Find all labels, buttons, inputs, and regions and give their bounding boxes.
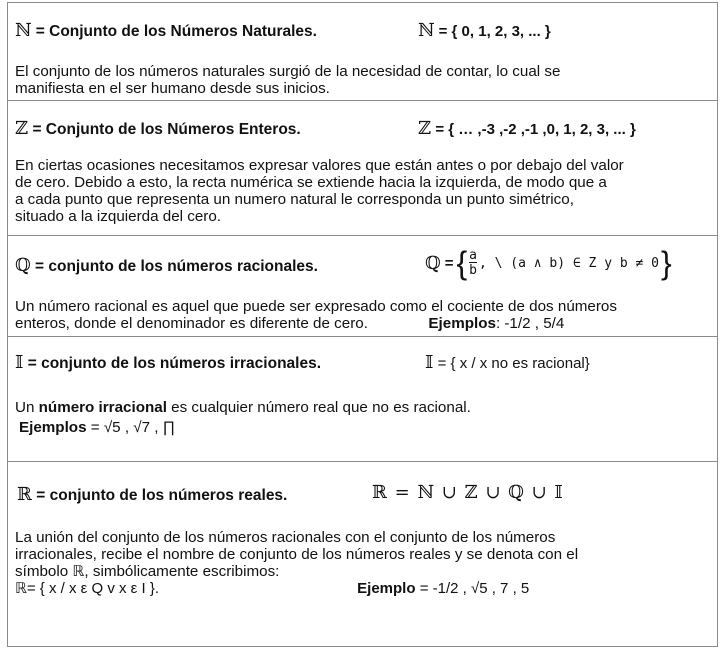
example-label: Ejemplo	[357, 580, 416, 597]
examples-label: Ejemplos	[428, 315, 496, 332]
irracionales-symbol: 𝕀	[15, 352, 24, 373]
fraction	[469, 249, 477, 277]
racionales-heading	[15, 255, 318, 276]
examples-values: : -1/2 , 5/4	[495, 315, 565, 332]
naturales-set-definition	[418, 20, 551, 41]
example-values: = -1/2 , √5 , 7 , 5	[415, 580, 530, 597]
racionales-set-definition	[425, 246, 672, 280]
paragraph-line	[15, 315, 715, 332]
racionales-set-symbol: ℚ	[425, 252, 441, 274]
paragraph-line: irracionales, recibe el nombre de conjunto de los números reales y se denota con el	[15, 546, 579, 563]
naturales-set-symbol: ℕ	[418, 20, 435, 41]
naturales-heading	[15, 20, 317, 41]
reales-description	[15, 529, 715, 597]
enteros-symbol: ℤ	[15, 118, 29, 139]
paragraph-line: La unión del conjunto de los números racionales con el conjunto de los números	[15, 529, 556, 546]
enteros-heading	[15, 118, 301, 139]
naturales-symbol: ℕ	[15, 20, 32, 41]
paragraph-line-text: enteros, donde el denominador es diferente de cero.	[15, 315, 368, 332]
equals-sign: =	[444, 254, 454, 272]
reales-heading	[17, 484, 287, 505]
row-divider	[7, 235, 718, 236]
paragraph-line: situado a la izquierda del cero.	[15, 208, 222, 225]
irracionales-heading	[15, 352, 321, 373]
examples-label: Ejemplos	[19, 419, 87, 436]
paragraph-line: Un número racional es aquel que puede ser expresado como el cociente de dos números	[15, 298, 617, 315]
reales-title: = conjunto de los números reales.	[36, 487, 288, 504]
paragraph-text: es cualquier número real que no es racional.	[166, 399, 471, 416]
enteros-set-values: = { … ,-3 ,-2 ,-1 ,0, 1, 2, 3, ... }	[435, 121, 636, 138]
paragraph-line: manifiesta en el ser humano desde sus inicios.	[15, 80, 330, 97]
row-divider	[7, 100, 718, 101]
racionales-symbol: ℚ	[15, 255, 31, 276]
racionales-title: = conjunto de los números racionales.	[35, 258, 318, 275]
examples-values: = √5 , √7 , ∏	[86, 419, 176, 436]
paragraph-line: En ciertas ocasiones necesitamos expresar valores que están antes o por debajo del valor	[15, 157, 624, 174]
enteros-description	[15, 157, 715, 225]
paragraph-text: Un	[15, 399, 39, 416]
row-divider	[7, 336, 718, 337]
naturales-description	[15, 63, 715, 97]
enteros-title: = Conjunto de los Números Enteros.	[32, 121, 301, 138]
naturales-title: = Conjunto de los Números Naturales.	[35, 23, 317, 40]
left-brace: {	[456, 245, 468, 281]
irracionales-set-values: = { x / x no es racional}	[437, 355, 590, 372]
irracionales-set-symbol: 𝕀	[425, 352, 434, 373]
fraction-numerator: a	[469, 248, 477, 263]
paragraph-line: El conjunto de los números naturales surgió de la necesidad de contar, lo cual se	[15, 63, 561, 80]
paragraph-line: a cada punto que representa un numero natural le corresponda un punto simétrico,	[15, 191, 574, 208]
bold-term: número irracional	[38, 399, 167, 416]
enteros-set-symbol: ℤ	[418, 118, 432, 139]
row-divider	[7, 461, 718, 462]
right-brace: }	[660, 245, 672, 281]
fraction-denominator: b	[469, 263, 477, 278]
paragraph-line: símbolo ℝ, simbólicamente escribimos:	[15, 563, 280, 580]
paragraph-line: de cero. Debido a esto, la recta numérica se extiende hacia la izquierda, de modo que a	[15, 174, 607, 191]
irracionales-set-definition	[425, 352, 590, 373]
racionales-description	[15, 298, 715, 332]
irracionales-description	[15, 399, 715, 436]
paragraph-line	[15, 399, 715, 416]
reales-set-definition: ℝ= { x / x ε Q v x ε I }.	[15, 580, 160, 597]
irracionales-title: = conjunto de los números irracionales.	[27, 355, 322, 372]
reales-union-formula: ℝ = ℕ ∪ ℤ ∪ ℚ ∪ 𝕀	[372, 482, 564, 503]
paragraph-line	[15, 419, 715, 436]
racionales-set-condition: , \ (a ∧ b) ∈ Z y b ≠ 0	[478, 255, 659, 271]
reales-symbol: ℝ	[17, 484, 32, 505]
enteros-set-definition	[418, 118, 636, 139]
naturales-set-values: = { 0, 1, 2, 3, ... }	[438, 23, 551, 40]
paragraph-line	[15, 580, 715, 597]
